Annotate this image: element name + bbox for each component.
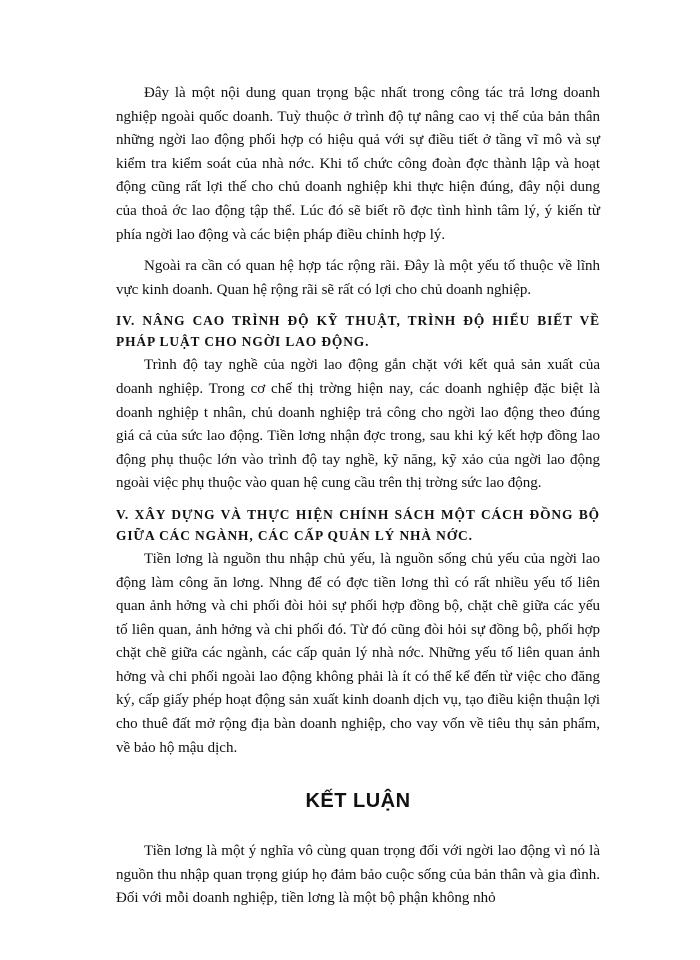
paragraph-conclusion: Tiền lơng là một ý nghĩa vô cùng quan trọng đối với ngời lao động vì nó là nguồn thu nhập quan trọng giúp họ đảm bảo cuộc sống của bản thân và gia đình. Đối với mỗi doanh nghiệp, tiền lơng là một bộ phận không nhỏ [116, 843, 604, 907]
conclusion-title: KẾT LUẬN [305, 790, 411, 813]
paragraph-cooperation: Ngoài ra cần có quan hệ hợp tác rộng rãi. Đây là một yếu tố thuộc về lĩnh vực kinh doanh. Quan hệ rộng rãi sẽ rất có lợi cho chủ doanh nghiệp. [116, 258, 604, 298]
section-heading-iv: IV. NÂNG CAO TRÌNH ĐỘ KỸ THUẬT, TRÌNH ĐỘ HIỂU BIẾT VỀ PHÁP LUẬT CHO NGỜI LAO ĐỘNG. [116, 313, 605, 350]
paragraph-skill-level: Trình độ tay nghề của ngời lao động gắn chặt với kết quả sản xuất của doanh nghiệp. Trong cơ chế thị trờng hiện nay, các doanh nghiệp đặc biệt là doanh nghiệp t nhân, chủ doanh nghiệp trả công cho ngời lao động theo đúng giá cả của sức lao động. Tiền lơng nhận đợc trong, sau khi ký kết hợp đồng lao động phụ thuộc lớn vào trình độ tay nghề, kỹ năng, kỹ xảo của ngời lao động ngoài việc phụ thuộc vào quan hệ cung cầu trên thị trờng sức lao động. [116, 357, 604, 492]
paragraph-policy-sync: Tiền lơng là nguồn thu nhập chủ yếu, là nguồn sống chủ yếu của ngời lao động làm công ăn lơng. Nhng để có đợc tiền lơng thì có rất nhiều yếu tố liên quan ảnh hởng và chi phối đòi hỏi sự phối hợp đồng bộ, chặt chẽ giữa các yếu tố liên quan, ảnh hởng và chi phối đó. Từ đó cũng đòi hỏi sự đồng bộ, phối hợp chặt chẽ giữa các ngành, các cấp quản lý nhà nớc. Những yếu tố liên quan ảnh hởng và chi phối ngoài lao động không phải là ít có thể kể đến từ việc cho đăng ký, cấp giấy phép hoạt động sản xuất kinh doanh dịch vụ, tạo điều kiện thuận lợi cho thuê đất mở rộng địa bàn doanh nghiệp, cho vay vốn về tiêu thụ sản phẩm, về bảo hộ mậu dịch. [116, 550, 604, 756]
section-heading-v: V. XÂY DỰNG VÀ THỰC HIỆN CHÍNH SÁCH MỘT CÁCH ĐỒNG BỘ GIỮA CÁC NGÀNH, CÁC CẤP QUẢN LÝ NHÀ NỚC. [116, 506, 605, 543]
paragraph-labor-union: Đây là một nội dung quan trọng bậc nhất trong công tác trả lơng doanh nghiệp ngoài quốc doanh. Tuỳ thuộc ở trình độ tự nâng cao vị thế của bản thân những ngời lao động phối hợp có hiệu quả với sự điều tiết ở tầng vĩ mô và sự kiểm tra kiểm soát của nhà nớc. Khi tổ chức công đoàn đợc thành lập và hoạt động cũng rất lợi thế cho chủ doanh nghiệp khi thực hiện đúng, đây nội dung của thoả ớc lao động tập thể. Lúc đó sẽ biết rõ đợc tình hình tâm lý, ý kiến từ phía ngời lao động và các biện pháp điều chỉnh hợp lý. [116, 85, 604, 243]
